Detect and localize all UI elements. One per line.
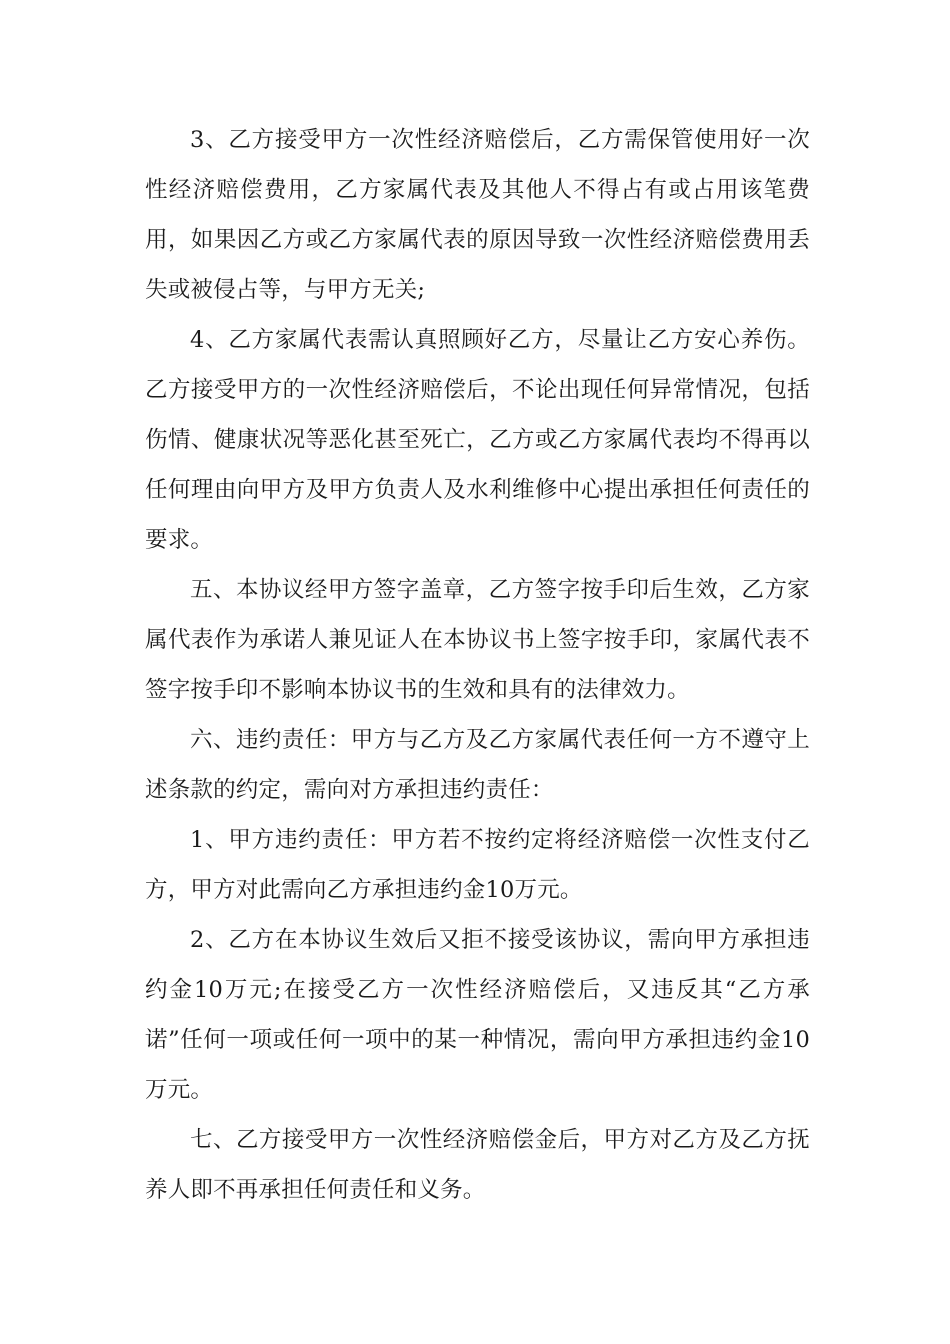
paragraph-clause-3: 3、乙方接受甲方一次性经济赔偿后，乙方需保管使用好一次性经济赔偿费用，乙方家属代表及其他人不得占有或占用该笔费用，如果因乙方或乙方家属代表的原因导致一次性经济赔偿费用丢失或被侵占等，与甲方无关; — [145, 127, 810, 303]
paragraph-clause-4: 4、乙方家属代表需认真照顾好乙方，尽量让乙方安心养伤。乙方接受甲方的一次性经济赔偿后，不论出现任何异常情况，包括伤情、健康状况等恶化甚至死亡，乙方或乙方家属代表均不得再以任何理由向甲方及甲方负责人及水利维修中心提出承担任何责任的要求。 — [145, 327, 810, 553]
paragraph-section-6-item-1: 1、甲方违约责任：甲方若不按约定将经济赔偿一次性支付乙方，甲方对此需向乙方承担违约金10万元。 — [145, 827, 810, 903]
document-body — [145, 115, 810, 1215]
paragraph-section-5: 五、本协议经甲方签字盖章，乙方签字按手印后生效，乙方家属代表作为承诺人兼见证人在本协议书上签字按手印，家属代表不签字按手印不影响本协议书的生效和具有的法律效力。 — [145, 577, 810, 703]
paragraph-section-6-item-2: 2、乙方在本协议生效后又拒不接受该协议，需向甲方承担违约金10万元;在接受乙方一次性经济赔偿后，又违反其“乙方承诺”任何一项或任何一项中的某一种情况，需向甲方承担违约金10万元。 — [145, 927, 810, 1103]
paragraph-section-7: 七、乙方接受甲方一次性经济赔偿金后，甲方对乙方及乙方抚养人即不再承担任何责任和义务。 — [145, 1127, 810, 1203]
paragraph-section-6: 六、违约责任：甲方与乙方及乙方家属代表任何一方不遵守上述条款的约定，需向对方承担违约责任： — [145, 727, 810, 803]
